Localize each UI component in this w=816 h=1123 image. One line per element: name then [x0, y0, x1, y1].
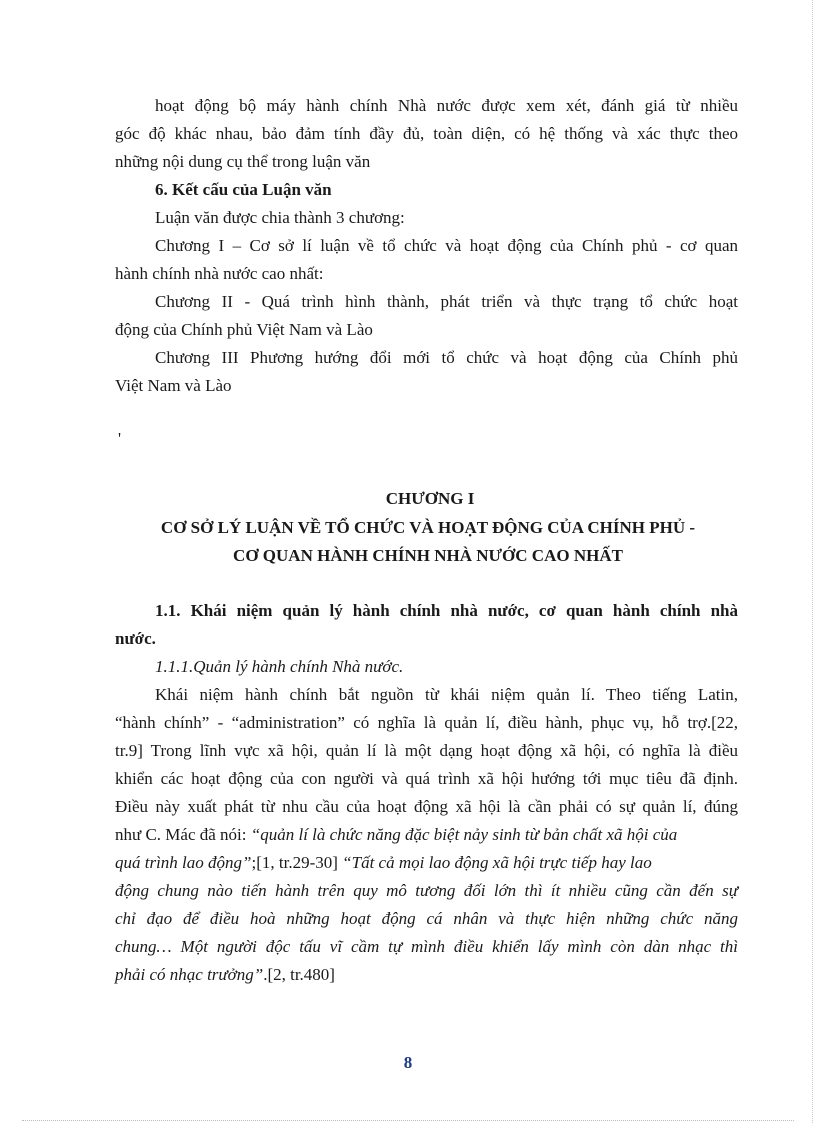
structure-heading: 6. Kết cấu của Luận văn [155, 180, 332, 199]
body-line-7-quote: quá trình lao động” [115, 853, 252, 872]
chapter1-line-b: hành chính nhà nước cao nhất: [115, 264, 324, 283]
body-line-7 [115, 852, 652, 874]
chapter3-line-b: Việt Nam và Lào [115, 376, 232, 395]
body-line-1: Khái niệm hành chính bắt nguồn từ khái niệm quản lí. Theo tiếng Latin, [155, 685, 738, 704]
right-dotted-rule [812, 0, 813, 1123]
chapter1-line-a: Chương I – Cơ sở lí luận về tổ chức và hoạt động của Chính phủ - cơ quan [155, 236, 738, 255]
body-line-6-quote: “quản lí là chức năng đặc biệt nảy sinh từ bản chất xã hội của [250, 825, 678, 844]
body-line-3: tr.9] Trong lĩnh vực xã hội, quản lí là một dạng hoạt động xã hội, có nghĩa là điều [115, 741, 738, 760]
body-line-8: động chung nào tiến hành trên quy mô tương đối lớn thì ít nhiều cũng cần đến sự [115, 881, 738, 900]
chapter3-line-a: Chương III Phương hướng đổi mới tổ chức và hoạt động của Chính phủ [155, 348, 738, 367]
section-heading-b: nước. [115, 629, 156, 648]
section-heading-a: 1.1. Khái niệm quản lý hành chính nhà nước, cơ quan hành chính nhà [155, 601, 738, 620]
intro-line-1: hoạt động bộ máy hành chính Nhà nước được xem xét, đánh giá từ nhiều [155, 96, 738, 115]
stray-mark: ' [118, 429, 122, 448]
intro-line-2: góc độ khác nhau, bảo đảm tính đầy đủ, toàn diện, có hệ thống và xác thực theo [115, 124, 738, 143]
body-line-2: “hành chính” - “administration” có nghĩa là quản lí, điều hành, phục vụ, hỗ trợ.[22, [115, 713, 738, 732]
bottom-dotted-rule [22, 1120, 794, 1121]
body-line-6-plain: như C. Mác đã nói: [115, 825, 251, 844]
chapter-number: CHƯƠNG I [385, 489, 475, 508]
page-number: 8 [403, 1053, 413, 1072]
body-line-11 [115, 964, 335, 986]
body-line-11-quote: phải có nhạc trưởng” [115, 965, 264, 984]
structure-lead: Luận văn được chia thành 3 chương: [155, 208, 405, 227]
intro-line-3: những nội dung cụ thể trong luận văn [115, 152, 371, 171]
body-line-6 [115, 824, 677, 846]
chapter2-line-b: động của Chính phủ Việt Nam và Lào [115, 320, 373, 339]
chapter-title-line-2: CƠ QUAN HÀNH CHÍNH NHÀ NƯỚC CAO NHẤT [233, 546, 623, 565]
chapter2-line-a: Chương II - Quá trình hình thành, phát triển và thực trạng tổ chức hoạt [155, 292, 738, 311]
body-line-7-citation: ;[1, tr.29-30] [251, 853, 343, 872]
subsection-heading: 1.1.1.Quản lý hành chính Nhà nước. [155, 657, 404, 676]
body-line-11-citation: .[2, tr.480] [263, 965, 335, 984]
body-line-4: khiển các hoạt động của con người và quá trình xã hội hướng tới mục tiêu đã định. [115, 769, 738, 788]
body-line-5: Điều này xuất phát từ nhu cầu của hoạt động xã hội là cần phải có sự quản lí, đúng [115, 797, 738, 816]
chapter-title-line-1: CƠ SỞ LÝ LUẬN VỀ TỔ CHỨC VÀ HOẠT ĐỘNG CỦA CHÍNH PHỦ - [160, 518, 696, 537]
body-line-10: chung… Một người độc tấu vĩ cầm tự mình điều khiển lấy mình còn dàn nhạc thì [115, 937, 738, 956]
body-line-7-quote-2: “Tất cả mọi lao động xã hội trực tiếp hay lao [342, 853, 652, 872]
body-line-9: chỉ đạo để điều hoà những hoạt động cá nhân và thực hiện những chức năng [115, 909, 738, 928]
